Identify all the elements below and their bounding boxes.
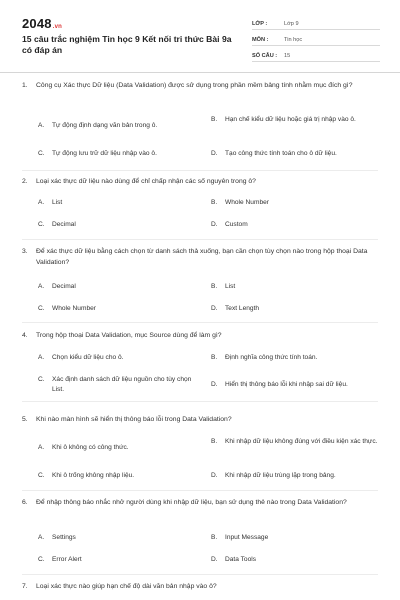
meta-key: SỐ CÂU :	[252, 53, 278, 59]
page-title: 15 câu trắc nghiệm Tin học 9 Kết nối tri thức Bài 9a có đáp án	[22, 34, 232, 55]
option-letter: D.	[211, 221, 218, 228]
question-2	[22, 176, 382, 187]
option-letter: C.	[38, 376, 45, 383]
option-letter: A.	[38, 122, 45, 129]
option-d[interactable]	[211, 149, 381, 159]
option-text: Decimal	[52, 283, 76, 290]
header	[0, 0, 400, 68]
option-letter: B.	[211, 354, 218, 361]
option-d[interactable]	[211, 304, 381, 314]
header-divider	[0, 72, 400, 73]
option-letter: D.	[211, 381, 218, 388]
option-d[interactable]	[211, 471, 381, 481]
option-letter: B.	[211, 283, 218, 290]
option-a[interactable]	[38, 443, 203, 453]
question-stem: Khi nào màn hình sẽ hiển thị thông báo lỗi trong Data Validation?	[36, 416, 232, 423]
option-letter: C.	[38, 221, 45, 228]
option-text: Chọn kiểu dữ liệu cho ô.	[52, 354, 124, 361]
option-letter: D.	[211, 305, 218, 312]
question-number: 4.	[22, 332, 28, 339]
option-text: List	[52, 199, 63, 206]
question-5	[22, 414, 382, 425]
option-b[interactable]	[211, 115, 381, 125]
meta-value: Lớp 9	[284, 21, 299, 27]
option-letter: A.	[38, 199, 45, 206]
question-number: 1.	[22, 82, 28, 89]
question-1	[22, 80, 382, 91]
meta-value: Tin học	[284, 37, 303, 43]
option-text: Decimal	[52, 221, 76, 228]
option-text: Xác định danh sách dữ liệu nguồn cho tùy chọn List.	[52, 376, 192, 393]
option-letter: A.	[38, 444, 45, 451]
option-text: Tự động định dạng văn bản trong ô.	[52, 122, 158, 129]
option-a[interactable]	[38, 533, 203, 543]
option-text: Data Tools	[225, 556, 257, 563]
question-6	[22, 497, 382, 508]
question-3	[22, 246, 382, 268]
question-divider	[22, 322, 378, 323]
question-number: 3.	[22, 248, 28, 255]
option-letter: B.	[211, 438, 218, 445]
meta-key: MÔN :	[252, 37, 269, 43]
option-d[interactable]	[211, 555, 381, 565]
option-letter: C.	[38, 305, 45, 312]
option-letter: C.	[38, 472, 45, 479]
option-text: Input Message	[225, 534, 269, 541]
question-stem: Loại xác thực nào giúp hạn chế độ dài văn bản nhập vào ô?	[36, 583, 217, 590]
question-divider	[22, 239, 378, 240]
option-text: Khi ô không có công thức.	[52, 444, 129, 451]
question-stem: Công cụ Xác thực Dữ liệu (Data Validation) được sử dụng trong phần mềm bảng tính nhằm mục đích gì?	[36, 82, 353, 89]
option-b[interactable]	[211, 282, 381, 292]
question-number: 7.	[22, 583, 28, 590]
question-stem: Loại xác thực dữ liệu nào dùng để chỉ chấp nhận các số nguyên trong ô?	[36, 178, 256, 185]
option-c[interactable]	[38, 149, 203, 159]
meta-row-subject	[252, 30, 380, 46]
question-4	[22, 330, 382, 341]
option-letter: A.	[38, 534, 45, 541]
meta-table	[252, 14, 380, 62]
meta-value: 15	[284, 53, 291, 59]
option-letter: B.	[211, 199, 218, 206]
option-letter: D.	[211, 472, 218, 479]
option-letter: B.	[211, 116, 218, 123]
option-letter: D.	[211, 150, 218, 157]
site-logo[interactable]	[22, 16, 62, 31]
option-text: Khi ô trống không nhập liệu.	[52, 472, 135, 479]
question-divider	[22, 574, 378, 575]
question-7	[22, 581, 382, 592]
option-a[interactable]	[38, 353, 203, 363]
logo-text: 2048	[22, 16, 52, 31]
question-divider	[22, 401, 378, 402]
option-c[interactable]	[38, 220, 203, 230]
option-text: Text Length	[225, 305, 260, 312]
option-letter: A.	[38, 354, 45, 361]
option-text: Khi nhập dữ liệu trùng lặp trong bảng.	[225, 472, 336, 479]
option-letter: D.	[211, 556, 218, 563]
option-b[interactable]	[211, 353, 381, 363]
question-stem: Để xác thực dữ liệu bằng cách chọn từ danh sách thả xuống, bạn cần chọn tùy chọn nào trong hộp thoại Data Validation?	[36, 248, 368, 266]
question-number: 6.	[22, 499, 28, 506]
option-d[interactable]	[211, 220, 381, 230]
option-letter: B.	[211, 534, 218, 541]
option-b[interactable]	[211, 437, 381, 447]
option-letter: C.	[38, 556, 45, 563]
meta-key: LỚP :	[252, 21, 268, 27]
option-text: Whole Number	[52, 305, 96, 312]
option-text: Settings	[52, 534, 76, 541]
option-b[interactable]	[211, 533, 381, 543]
option-letter: A.	[38, 283, 45, 290]
question-divider	[22, 490, 378, 491]
option-text: Whole Number	[225, 199, 269, 206]
option-text: Hạn chế kiểu dữ liệu hoặc giá trị nhập vào ô.	[225, 116, 356, 123]
option-text: Định nghĩa công thức tính toán.	[225, 354, 318, 361]
meta-row-count	[252, 46, 380, 62]
option-text: Tạo công thức tính toán cho ô dữ liệu.	[225, 150, 337, 157]
question-stem: Để nhập thông báo nhắc nhở người dùng khi nhập dữ liệu, bạn sử dụng thẻ nào trong Data Validation?	[36, 499, 347, 506]
option-text: Tự động lưu trữ dữ liệu nhập vào ô.	[52, 150, 157, 157]
option-c[interactable]	[38, 375, 203, 395]
option-text: Hiển thị thông báo lỗi khi nhập sai dữ liệu.	[225, 381, 348, 388]
option-c[interactable]	[38, 555, 203, 565]
option-a[interactable]	[38, 121, 203, 131]
question-number: 5.	[22, 416, 28, 423]
option-text: List	[225, 283, 236, 290]
option-text: Error Alert	[52, 556, 82, 563]
option-a[interactable]	[38, 198, 203, 208]
option-letter: C.	[38, 150, 45, 157]
option-d[interactable]	[211, 380, 386, 390]
option-c[interactable]	[38, 304, 203, 314]
option-text: Khi nhập dữ liệu không đúng với điều kiện xác thực.	[225, 438, 378, 445]
meta-row-grade	[252, 14, 380, 30]
question-number: 2.	[22, 178, 28, 185]
logo-suffix: .vn	[52, 24, 63, 30]
option-a[interactable]	[38, 282, 203, 292]
option-c[interactable]	[38, 471, 203, 481]
question-stem: Trong hộp thoại Data Validation, mục Source dùng để làm gì?	[36, 332, 222, 339]
option-b[interactable]	[211, 198, 381, 208]
question-divider	[22, 170, 378, 171]
option-text: Custom	[225, 221, 248, 228]
